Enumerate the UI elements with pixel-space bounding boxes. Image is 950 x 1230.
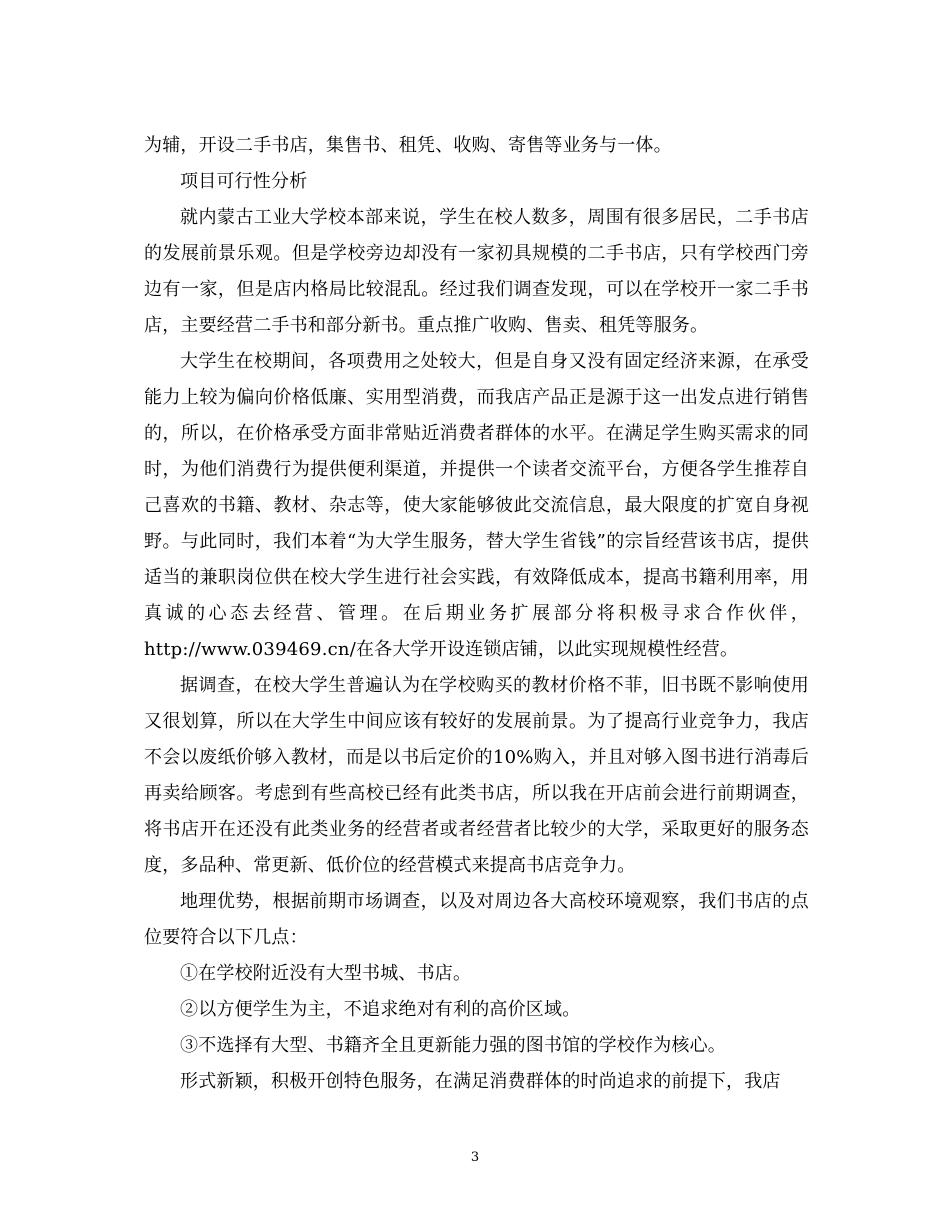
paragraph-survey: 据调查，在校大学生普遍认为在学校购买的教材价格不菲，旧书既不影响使用又很划算，所以在大学生中间应该有较好的发展前景。为了提高行业竞争力，我店不会以废纸价够入教材，而是以书后定价的10%购入，并且对够入图书进行消毒后再卖给顾客。考虑到有些高校已经有此类书店，所以我在开店前会进行前期调查，将书店开在还没有此类业务的经营者或者经营者比较少的大学，采取更好的服务态度，多品种、常更新、低价位的经营模式来提高书店竞争力。 [144, 675, 809, 876]
paragraph-location-advantage: 地理优势，根据前期市场调查，以及对周边各大高校环境观察，我们书店的点位要符合以下几点： [144, 891, 809, 948]
list-item-location-2: ②以方便学生为主，不追求绝对有利的高价区域。 [180, 999, 581, 1020]
document-body [144, 128, 809, 1100]
paragraph-novel-form: 形式新颖，积极开创特色服务，在满足消费群体的时尚追求的前提下，我店 [180, 1071, 781, 1092]
paragraph-student-consumption: 大学生在校期间，各项费用之处较大，但是自身又没有固定经济来源，在承受能力上较为偏向价格低廉、实用型消费，而我店产品正是源于这一出发点进行销售的，所以，在价格承受方面非常贴近消费者群体的水平。在满足学生购买需求的同时，为他们消费行为提供便利渠道，并提供一个读者交流平台，方便各学生推荐自己喜欢的书籍、教材、杂志等，使大家能够彼此交流信息，最大限度的扩宽自身视野。与此同时，我们本着“为大学生服务，替大学生省钱”的宗旨经营该书店，提供适当的兼职岗位供在校大学生进行社会实践，有效降低成本，提高书籍利用率，用真诚的心态去经营、管理。在后期业务扩展部分将积极寻求合作伙伴，http://www.039469.cn/在各大学开设连锁店铺，以此实现规模性经营。 [144, 351, 809, 660]
paragraph-campus-analysis: 就内蒙古工业大学校本部来说，学生在校人数多，周围有很多居民，二手书店的发展前景乐观。但是学校旁边却没有一家初具规模的二手书店，只有学校西门旁边有一家，但是店内格局比较混乱。经过我们调查发现，可以在学校开一家二手书店，主要经营二手书和部分新书。重点推广收购、售卖、租凭等服务。 [144, 207, 809, 336]
section-heading-feasibility: 项目可行性分析 [180, 171, 308, 192]
list-item-location-3: ③不选择有大型、书籍齐全且更新能力强的图书馆的学校作为核心。 [180, 1035, 726, 1056]
list-item-location-1: ①在学校附近没有大型书城、书店。 [180, 963, 472, 984]
page-number: 3 [470, 1150, 480, 1165]
paragraph-intro-continued: 为辅，开设二手书店，集售书、租凭、收购、寄售等业务与一体。 [144, 135, 672, 156]
